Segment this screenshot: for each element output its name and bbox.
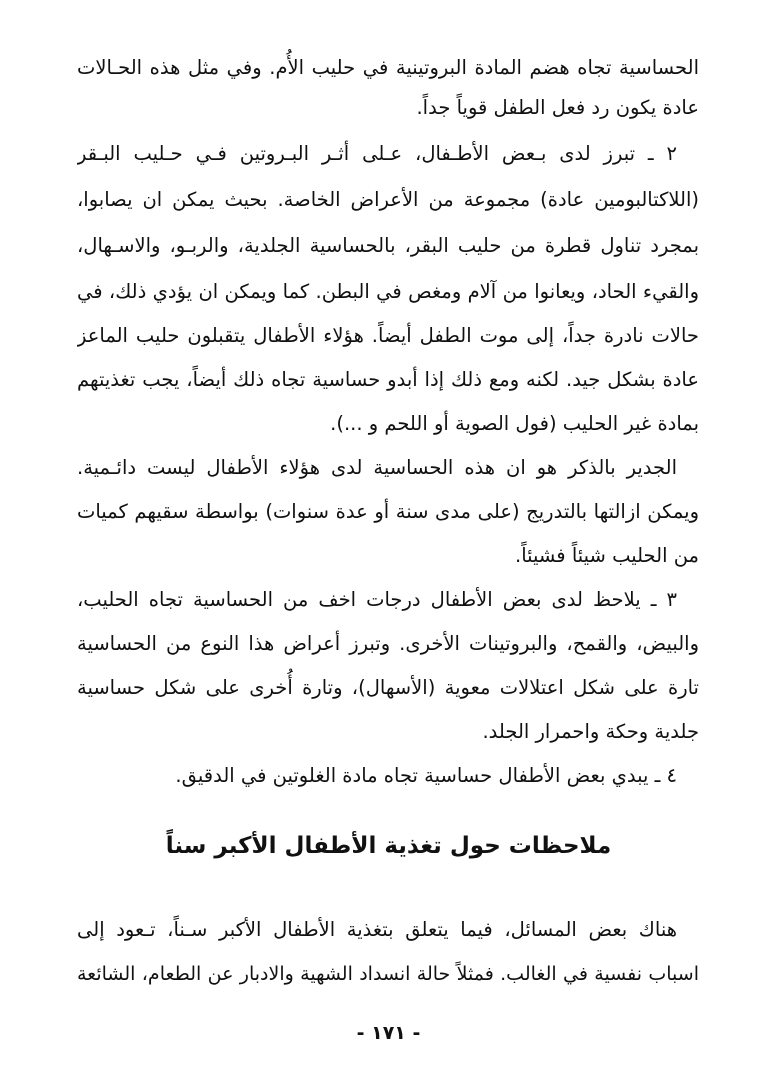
text-line: بمجرد تناول قطرة من حليب البقر، بالحساسية الجلدية، والربـو، والاسـهال،: [77, 234, 699, 257]
text-line: الحساسية تجاه هضم المادة البروتينية في حليب الأُم. وفي مثل هذه الحـالات: [77, 56, 699, 79]
text-line: (اللاكتالبومين عادة) مجموعة من الأعراض الخاصة. بحيث يمكن ان يصابوا،: [77, 188, 699, 211]
text-line: الجدير بالذكر هو ان هذه الحساسية لدى هؤلاء الأطفال ليست دائـمية.: [77, 456, 677, 479]
text-line: حالات نادرة جداً، إلى موت الطفل أيضاً. هؤلاء الأطفال يتقبلون حليب الماعز: [77, 324, 699, 347]
text-line: تارة على شكل اعتلالات معوية (الأسهال)، وتارة أُخرى على شكل حساسية: [77, 676, 699, 699]
text-line: ٢ ـ تبرز لدى بـعض الأطـفال، عـلى أثـر البـروتين فـي حـليب البـقر: [77, 142, 677, 165]
text-line: عادة بشكل جيد. لكنه ومع ذلك إذا أبدو حساسية تجاه ذلك أيضاً، يجب تغذيتهم: [77, 368, 699, 391]
text-line: جلدية وحكة واحمرار الجلد.: [482, 720, 699, 743]
text-line: اسباب نفسية في الغالب. فمثلاً حالة انسداد الشهية والادبار عن الطعام، الشائعة: [77, 963, 699, 985]
text-line: والقيء الحاد، ويعانوا من آلام ومغص في البطن. كما ويمكن ان يؤدي ذلك، في: [77, 280, 699, 303]
text-line: ويمكن ازالتها بالتدريج (على مدى سنة أو عدة سنوات) بواسطة سقيهم كميات: [77, 500, 699, 523]
text-line: والبيض، والقمح، والبروتينات الأخرى. وتبرز أعراض هذا النوع من الحساسية: [77, 632, 699, 655]
text-line: ٣ ـ يلاحظ لدى بعض الأطفال درجات اخف من الحساسية تجاه الحليب،: [77, 588, 677, 611]
text-line: بمادة غير الحليب (فول الصوية أو اللحم و ...).: [330, 412, 699, 435]
text-line: من الحليب شيئاً فشيئاً.: [515, 544, 699, 567]
section-heading: ملاحظات حول تغذية الأطفال الأكبر سناً: [165, 833, 612, 859]
text-line: ٤ ـ يبدي بعض الأطفال حساسية تجاه مادة الغلوتين في الدقيق.: [175, 764, 677, 787]
page-number: - ١٧١ -: [356, 1022, 421, 1044]
text-line: هناك بعض المسائل، فيما يتعلق بتغذية الأطفال الأكبر سـناً، تـعود إلى: [77, 918, 677, 941]
text-line: عادة يكون رد فعل الطفل قوياً جداً.: [416, 96, 699, 119]
